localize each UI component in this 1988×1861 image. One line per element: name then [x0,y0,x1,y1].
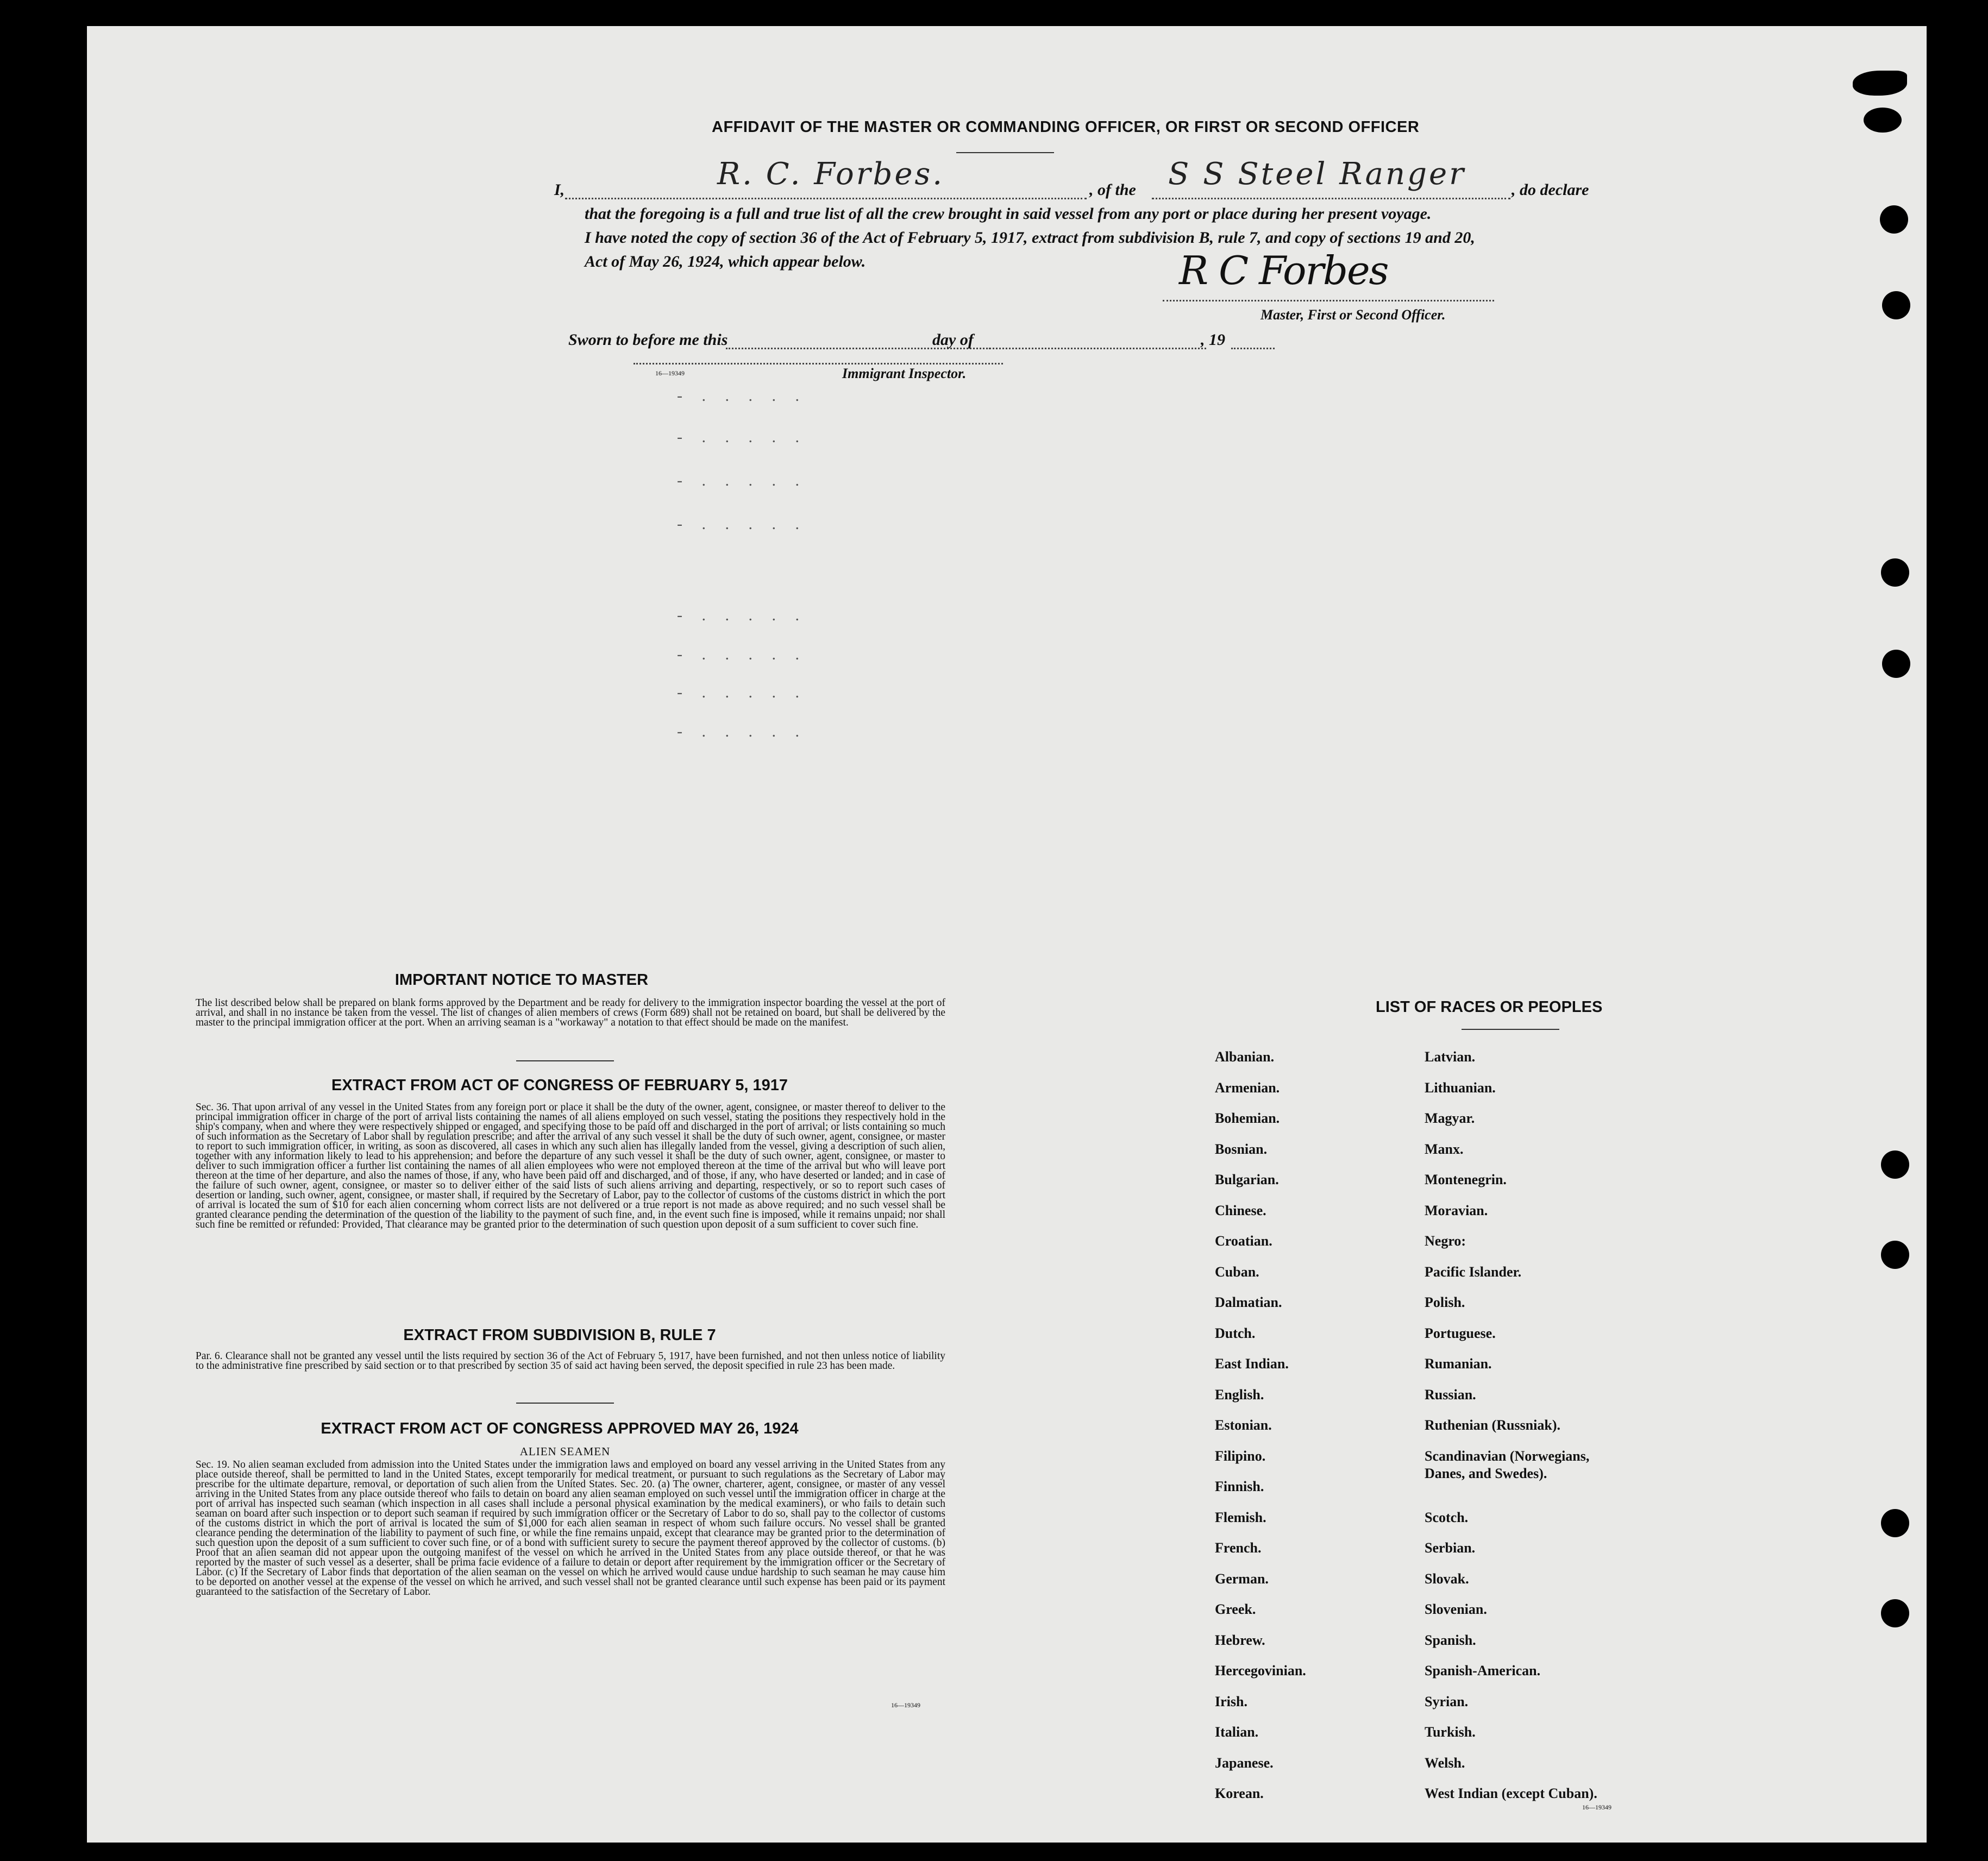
races-title: LIST OF RACES OR PEOPLES [1376,998,1603,1016]
punch-hole [1881,558,1909,587]
inspector-label: Immigrant Inspector. [842,366,967,381]
divider [956,152,1054,153]
race-item: Estonian. [1215,1417,1272,1433]
divider [516,1060,614,1061]
punch-hole [1882,291,1910,319]
race-item: Pacific Islander. [1425,1264,1522,1280]
form-number: 16—19349 [655,369,685,377]
rule7-title: EXTRACT FROM SUBDIVISION B, RULE 7 [403,1326,716,1344]
extract-1917-title: EXTRACT FROM ACT OF CONGRESS OF FEBRUARY 5, 1917 [331,1077,788,1094]
document-sheet [87,26,1927,1843]
race-item: Serbian. [1425,1540,1476,1556]
faint-marks: - . . . . . [677,515,807,533]
race-item: Spanish-American. [1425,1663,1541,1678]
race-item: Latvian. [1425,1049,1476,1065]
affidavit-line-4: Act of May 26, 1924, which appear below. [585,253,866,271]
race-item: Slovak. [1425,1571,1469,1587]
race-item: English. [1215,1387,1264,1403]
race-item: German. [1215,1571,1269,1587]
faint-marks: - . . . . . [677,645,807,663]
form-number: 16—19349 [1582,1803,1611,1811]
signature-line [1163,300,1494,301]
race-item: Hercegovinian. [1215,1663,1306,1678]
alien-seamen-subtitle: ALIEN SEAMEN [519,1445,611,1458]
vessel-name: S S Steel Ranger [1168,156,1466,192]
race-item: Magyar. [1425,1110,1475,1126]
punch-hole [1881,1599,1909,1627]
year-line [1231,348,1275,349]
race-item: Polish. [1425,1294,1465,1310]
torn-edge [1864,108,1902,133]
punch-hole [1880,205,1908,234]
race-item: Greek. [1215,1601,1256,1617]
race-item: Bulgarian. [1215,1172,1279,1187]
race-item: Rumanian. [1425,1356,1492,1372]
signature-label: Master, First or Second Officer. [1260,307,1446,323]
year-prefix: , 19 [1201,331,1225,349]
race-item: Japanese. [1215,1755,1274,1771]
rule7-text: Par. 6. Clearance shall not be granted any vessel until the lists required by section 36 of the Act of February 5, 1917, have been furnished, and not then unless notice of liability to the administrative fine prescribed by said section or to that prescribed by section 35 of said act having been served, the deposit specified in rule 23 has been made. [196,1350,945,1372]
faint-marks: - . . . . . [677,387,807,405]
race-item: Scotch. [1425,1510,1469,1525]
race-item: East Indian. [1215,1356,1289,1372]
extract-1924-title: EXTRACT FROM ACT OF CONGRESS APPROVED MAY 26, 1924 [321,1420,799,1437]
race-item: Hebrew. [1215,1632,1265,1648]
divider [1462,1029,1559,1030]
race-item: Turkish. [1425,1724,1476,1740]
race-item: Montenegrin. [1425,1172,1507,1187]
race-item: West Indian (except Cuban). [1425,1785,1597,1801]
punch-hole [1882,650,1910,678]
race-item: Ruthenian (Russniak). [1425,1417,1560,1433]
faint-marks: - . . . . . [677,683,807,701]
affidavit-title: AFFIDAVIT OF THE MASTER OR COMMANDING OFFICER, OR FIRST OR SECOND OFFICER [712,118,1420,136]
faint-marks: - . . . . . [677,428,807,446]
race-item: Slovenian. [1425,1601,1487,1617]
divider [516,1403,614,1404]
race-item: Spanish. [1425,1632,1476,1648]
punch-hole [1881,1150,1909,1179]
punch-hole [1881,1509,1909,1537]
faint-marks: - . . . . . [677,722,807,740]
affidavit-line-2: that the foregoing is a full and true list of all the crew brought in said vessel from any port or place during her present voyage. [585,205,1432,223]
vessel-line [1152,198,1510,199]
race-item: Flemish. [1215,1510,1266,1525]
notice-title: IMPORTANT NOTICE TO MASTER [394,971,649,989]
notice-text: The list described below shall be prepared on blank forms approved by the Department and be ready for delivery to the immigration inspector boarding the vessel at the port of arrival, and shall in no instance be taken from the vessel. The list of changes of alien members of crews (Form 689) shall not be retained on board, but shall be delivered by the master to the principal immigration officer at the port. When an arriving seaman is a "workaway" a notation to that effect should be made on the manifest. [196,997,945,1028]
race-item: Albanian. [1215,1049,1275,1065]
race-item: Croatian. [1215,1233,1272,1249]
race-item: Filipino. [1215,1448,1266,1464]
of-the-label: , of the [1089,181,1136,199]
torn-edge [1853,71,1907,96]
affidavit-line-3: I have noted the copy of section 36 of the Act of February 5, 1917, extract from subdivision B, rule 7, and copy of sections 19 and 20, [585,229,1475,247]
race-item: Scandinavian (Norwegians, Danes, and Swedes). [1425,1448,1590,1481]
race-item: Syrian. [1425,1694,1469,1709]
form-number: 16—19349 [891,1701,920,1709]
race-item: Negro: [1425,1233,1466,1249]
race-item: Bohemian. [1215,1110,1280,1126]
punch-hole [1881,1241,1909,1269]
race-item: Armenian. [1215,1080,1280,1096]
sworn-label: Sworn to before me this [568,331,728,349]
race-item: Lithuanian. [1425,1080,1496,1096]
race-item: Dutch. [1215,1325,1256,1341]
race-item: Irish. [1215,1694,1247,1709]
i-label: I, [554,181,565,199]
faint-marks: - . . . . . [677,471,807,489]
name-line [565,198,1087,199]
race-item: Moravian. [1425,1203,1488,1218]
race-item: Manx. [1425,1141,1464,1157]
race-item: Cuban. [1215,1264,1259,1280]
master-name: R. C. Forbes. [717,156,945,192]
race-item: Finnish. [1215,1479,1264,1494]
race-item: Korean. [1215,1785,1264,1801]
race-item: Chinese. [1215,1203,1266,1218]
race-item: Welsh. [1425,1755,1465,1771]
extract-1917-text: Sec. 36. That upon arrival of any vessel in the United States from any foreign port or place it shall be the duty of the owner, agent, consignee, or master thereof to deliver to the principal immigration officer in charge of the port of arrival lists containing the names of all aliens employed on such vessel, stating the positions they respectively hold in the ship's company, when and where they were respectively shipped or engaged, and specifying those to be paid off and discharged in the port of arrival; or lists containing so much of such information as the Secretary of Labor shall by regulation prescribe; and after the arrival of any such vessel it shall be the duty of such owner, agent, consignee, or master to report to such immigration officer, in writing, as soon as discovered, all cases in which any such alien has illegally landed from the vessel, giving a description of such alien, together with any information likely to lead to his apprehension; and before the departure of any such vessel it shall be the duty of such owner, agent, consignee, or master to deliver to such immigration officer a further list containing the names of all alien employees who were not employed thereon at the time of the arrival but who will leave port thereon at the time of her departure, and also the names of those, if any, who have been paid off and discharged, and of those, if any, who have deserted or landed; and in case of the failure of such owner, agent, consignee, or master so to deliver either of the said lists of such aliens arriving and departing, respectively, or so to report such cases of desertion or landing, such owner, agent, consignee, or master shall, if required by the Secretary of Labor, pay to the collector of customs of the customs district in which the port of arrival is located the sum of $10 for each alien concerning whom correct lists are not delivered or a true report is not made as above required; and no such vessel shall be granted clearance pending the determination of the question of the liability to the payment of such fine, and, in the event such fine is imposed, while it remains unpaid; nor shall such fine be remitted or refunded: Provided, That clearance may be granted prior to the determination of such question upon deposit of a sum sufficient to cover such fine. [196,1102,945,1230]
race-item: Bosnian. [1215,1141,1268,1157]
sworn-month-line [989,348,1206,349]
race-item: Russian. [1425,1387,1476,1403]
faint-marks: - . . . . . [677,606,807,624]
master-signature: R C Forbes [1179,248,1388,293]
race-item: Italian. [1215,1724,1259,1740]
race-item: French. [1215,1540,1262,1556]
day-of-label: day of [932,331,974,349]
extract-1924-text: Sec. 19. No alien seaman excluded from admission into the United States under the immigration laws and employed on board any vessel arriving in the United States from any place outside thereof, shall be permitted to land in the United States, except temporarily for medical treatment, or pursuant to such regulations as the Secretary of Labor may prescribe for the ultimate departure, removal, or deportation of such alien from the United States. Sec. 20. (a) The owner, charterer, agent, consignee, or master of any vessel arriving in the United States from any place outside thereof who fails to detain on board any alien seaman employed on such vessel until the immigration officer in charge at the port of arrival has inspected such seaman (which inspection in all cases shall include a personal physical examination by the medical examiners), or who fails to detain such seaman on board after such inspection or to deport such seaman if required by such immigration officer or the Secretary of Labor to do so, shall pay to the collector of customs of the customs district in which the port of arrival is located the sum of $1,000 for each alien seaman in respect of whom such failure occurs. No vessel shall be granted clearance pending the determination of the liability to payment of such fine, or while the fine remains unpaid, except that clearance may be granted prior to the determination of such question upon the deposit of a sum sufficient to cover such fine, or of a bond with sufficient surety to secure the payment thereof approved by the collector of customs. (b) Proof that an alien seaman did not appear upon the outgoing manifest of the vessel on which he arrived in the United States from any place outside thereof, or that he was reported by the master of such vessel as a deserter, shall be prima facie evidence of a failure to detain or deport after requirement by the immigration officer or the Secretary of Labor. (c) If the Secretary of Labor finds that deportation of the alien seaman on the vessel on which he arrived would cause undue hardship to such seaman he may cause him to be deported on another vessel at the expense of the vessel on which he arrived, and such vessel shall not be granted clearance until such expense has been paid or its payment guaranteed to the satisfaction of the Secretary of Labor. [196,1459,945,1598]
do-declare-label: , do declare [1512,181,1589,199]
race-item: Dalmatian. [1215,1294,1282,1310]
race-item: Portuguese. [1425,1325,1496,1341]
